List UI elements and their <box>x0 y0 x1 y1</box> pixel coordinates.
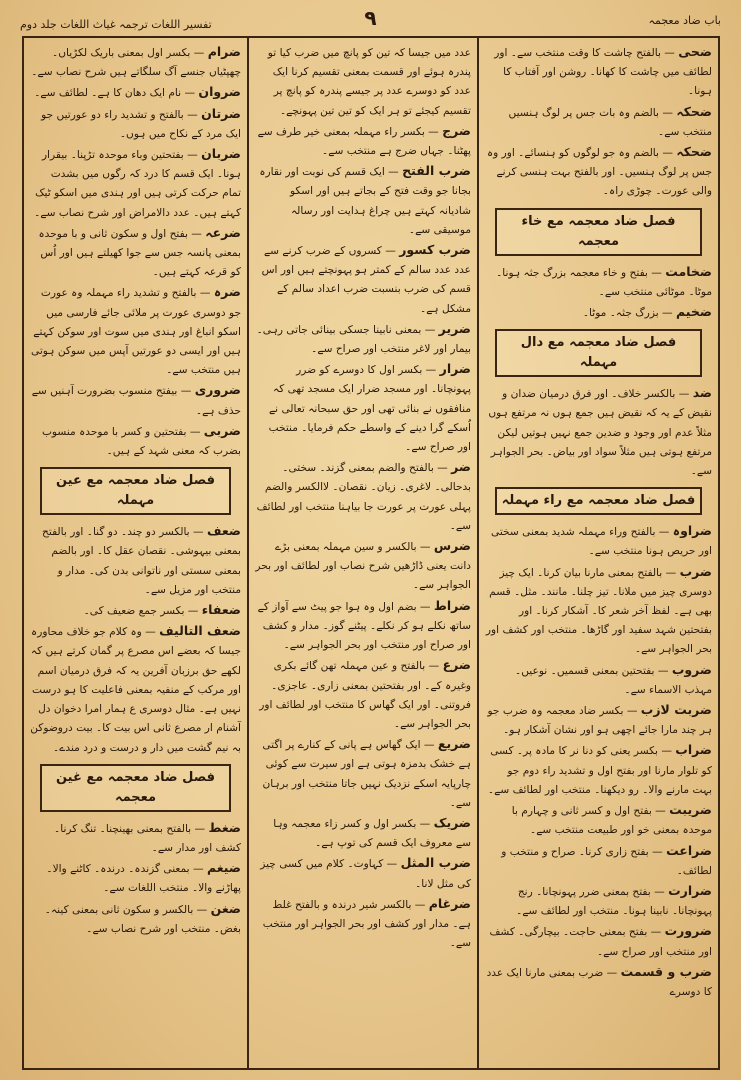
entry: ضغط — بالفتح بمعنی بھینچنا۔ تنگ کرنا۔ کشف اور مدار سے۔ <box>54 819 241 854</box>
entry: ضرہ — بالفتح و تشدید راء مہملہ وہ عورت جو دوسری عورت پر ملائی جائے فارسی میں اسکو انباغ اور ہندی میں سوت اور سوکن کہتے ہیں اور ایسی دو عورتیں آپس میں سوکن ہوتی ہیں منتخب سے۔ <box>31 284 241 377</box>
headword: ضر <box>451 459 471 475</box>
entry: ضرام — بکسر اول بمعنی باریک لکڑیاں۔ چھپٹیاں جنسے آگ سلگاتے ہیں شرح نصاب سے۔ <box>31 44 241 79</box>
headword: ضرارت <box>668 882 712 898</box>
entry: ضرب الفتح — ایک قسم کی نوبت اور نقارہ بجانا جو وقت فتح کے بجاتے ہیں اور اسکو شادیانہ کہتے ہیں چراغ ہدایت اور رسالہ موسیقی سے۔ <box>259 163 471 236</box>
entry: ضرب و قسمت — ضرب بمعنی مارنا ایک عدد کا دوسرے <box>486 963 712 998</box>
entry: ضربان — بفتحتین وباء موحدہ تڑپنا۔ بیقرار ہونا۔ ایک قسم کا درد کہ رگوں میں بشدت تمام حرکت کرتی ہیں اور ہندی میں اسکو ٹیک کہتے ہیں۔ عدد دالامراض اور شرح نصاب سے۔ <box>34 146 241 219</box>
definition: بکسر ضاد معجمہ وہ ضرب جو ہر چند مارا جائے اچھی ہو اور نشان آشکار ہو۔ <box>487 705 712 737</box>
headword: ضرام <box>207 44 241 59</box>
page-number: ۹ <box>364 6 377 30</box>
headword: ضریع <box>437 736 471 752</box>
headword: ضغن <box>210 900 241 916</box>
entry: ضرعہ — بفتح اول و سکون ثانی و با موحدہ بمعنی پانسہ جس سے جوا کھیلتے ہیں اور اُس کو قرعہ کہتے ہیں۔ <box>38 224 241 279</box>
entry: ضریر — بمعنی نابینا جسکی بینائی جاتی رہی۔ بیمار اور لاغر منتخب اور صراح سے۔ <box>256 320 471 356</box>
headword: ضحکہ <box>676 103 712 119</box>
headword: ضراب <box>675 742 712 758</box>
definition: ایک گھاس ہے پانی کے کنارے پر اگتی ہے خشک بدمزہ ہوتی ہے اور سیرت سے کوئی چارپایہ اسکے نزدیک نہیں جاتا منتخب اور برہان سے۔ <box>262 739 471 809</box>
entry: ضربت لازب — بکسر ضاد معجمہ وہ ضرب جو ہر چند مارا جائے اچھی ہو اور نشان آشکار ہو۔ <box>487 702 712 737</box>
definition: کسروں کے ضرب کرنے سے عدد عدد سالم کے کمتر ہو پہونچتے ہیں اور اس قسم کی ضرب بنسبت ضرب اعداد سالم کے مشکل ہے۔ <box>261 245 471 315</box>
headword: ضرب <box>679 563 712 579</box>
headword: ضحکہ <box>676 144 712 160</box>
headword: ضد <box>692 385 712 401</box>
entry: ضرج — بکسر راء مہملہ بمعنی خیر طرف سے پھٹنا۔ جہاں ضرج ہے منتخب سے۔ <box>257 122 471 158</box>
entry: ضعف — بالکسر دو چند۔ دو گنا۔ اور بالفتح بمعنی بیہوشی۔ نقصان عقل کا۔ اور بالضم بمعنی سستی اور ناتوانی بدن کی۔ مدار و منتخب اور مزیل سے۔ <box>42 523 241 596</box>
section-heading: فصل ضاد معجمہ مع دال مہملہ <box>495 329 702 377</box>
definition: بفتحتین و کسر با موحدہ منسوب بضرب کہ معنی شہد کے ہیں۔ <box>41 425 241 458</box>
entry: ضرع — بالفتح و عین مہملہ تھن گائے بکری وغیرہ کے۔ اور بفتحتین بمعنی زاری۔ عاجزی۔ فروتنی۔ اور ایک گھاس کا منتخب اور لطائف اور بحر الجواہر سے۔ <box>259 657 471 730</box>
definition: بمعنی نابینا جسکی بینائی جاتی رہی۔ بیمار اور لاغر منتخب اور صراح سے۔ <box>256 323 471 356</box>
headword: ضروب <box>671 661 712 677</box>
headword: ضریبت <box>669 802 712 818</box>
entry: ضراعت — بفتح زاری کرنا۔ صراح و منتخب و لطائف۔ <box>501 842 712 877</box>
definition: بالکسر شیر درندہ و بالفتح غلط ہے۔ مدار اور کشف اور بحر الجواہر اور منتخب سے۔ <box>262 898 471 950</box>
headword: ضرب کسور <box>399 242 471 258</box>
definition: بکسر جمع ضعیف کی۔ <box>83 605 185 618</box>
definition: وہ کلام جو خلاف محاورہ جیسا کہ بعضے اس مصرع پر گمان کرتے ہیں کہ لکھے حق برزبان آفرین یہ کہ فرق درمیان اسم اور مرکب کے منفیہ بمعنی فاعلیت کا ہو درست نہیں ہے۔ مثال دوسری ع ہمار امرا دخوان دل آشنام ار مصرع ثانی اس بیت کا۔ بیت دروضوکن بہ نیم گشت میں دار و درست و درد مندے۔ <box>30 626 241 754</box>
definition: بالضم وہ جو لوگوں کو ہنسائے۔ اور وہ جس پر لوگ ہنسیں۔ اور بالفتح بہت ہنسی کرنے والی عورت۔ چوڑی راہ۔ <box>486 147 712 198</box>
entry: ضرس — بالکسر و سین مہملہ بمعنی بڑے دانت یعنی ڈاڑھیں شرح نصاب اور لطائف اور بحر الجواہر سے۔ <box>255 538 471 592</box>
definition: بالکسر و سکون ثانی بمعنی کینہ۔ بغض۔ منتخب اور شرح نصاب سے۔ <box>44 903 241 935</box>
headword: ضروری <box>194 382 241 398</box>
definition: بفتح اول و سکون ثانی و با موحدہ بمعنی پانسہ جس سے جوا کھیلتے ہیں اور اُس کو قرعہ کہتے ہیں۔ <box>38 227 241 279</box>
definition: بمعنی گزندہ۔ درندہ۔ کاٹنے والا۔ پھاڑنے والا۔ منتخب اللغات سے۔ <box>46 863 241 895</box>
definition: بکسر اول و کسر زاء معجمہ وہا سے معروف ایک قسم کی توپ ہے۔ <box>273 817 471 850</box>
definition: بزرگ جثہ۔ موٹا۔ <box>582 307 659 320</box>
entry: ضربی — بفتحتین و کسر با موحدہ منسوب بضرب کہ معنی شہد کے ہیں۔ <box>41 422 241 458</box>
entry: ضحکہ — بالضم وہ بات جس پر لوگ ہنسیں منتخب سے۔ <box>508 103 712 138</box>
entry: ضرار — بکسر اول کا دوسرے کو ضرر پہونچانا۔ اور مسجد ضرار ایک مسجد تھی کہ منافقوں نے بنائی تھی اور حق سبحانہ تعالی نے اُسکے گرا دینے کے واسطے حکم فرمایا۔ منتخب اور صراح سے۔ <box>268 361 471 454</box>
headword: ضربان <box>201 146 241 162</box>
headword: ضربی <box>203 422 241 438</box>
definition: بکسر اول کا دوسرے کو ضرر پہونچانا۔ اور مسجد ضرار ایک مسجد تھی کہ منافقوں نے بنائی تھی اور حق سبحانہ تعالی نے اُسکے گرا دینے کے واسطے حکم فرمایا۔ منتخب اور صراح سے۔ <box>268 364 471 454</box>
definition: بالکسر دو چند۔ دو گنا۔ اور بالفتح بمعنی بیہوشی۔ نقصان عقل کا۔ اور بالضم بمعنی سستی اور ناتوانی بدن کی۔ مدار و منتخب اور مزیل سے۔ <box>42 526 241 596</box>
headword: ضرج <box>442 122 471 138</box>
entry: ضرب المثل — کہاوت۔ کلام میں کسی چیز کی مثل لانا۔ <box>260 855 471 890</box>
entry: ضد — بالکسر خلاف۔ اور فرق درمیان ضدان و نقیض کے یہ کہ نقیض ہیں جمع ہوں نہ مرتفع ہوں مثلاً عدم اور وجود و ضدین جمع نہیں ہوتیں لیکن مرتفع ہوتی ہیں مثلاً سواد اور بیاض۔ بحر الجواہر سے۔ <box>488 385 712 478</box>
definition: بالکسر خلاف۔ اور فرق درمیان ضدان و نقیض کے یہ کہ نقیض ہیں جمع ہوں نہ مرتفع ہوں مثلاً عدم اور وجود و ضدین جمع نہیں ہوتیں لیکن مرتفع ہوتی ہیں مثلاً سواد اور بیاض۔ بحر الجواہر سے۔ <box>488 388 712 478</box>
definition: بالفتح چاشت کا وقت منتخب سے۔ اور لطائف میں چاشت کا کھانا۔ روشن اور آفتاب کا ہونا۔ <box>494 47 712 98</box>
definition: ضرب بمعنی مارنا ایک عدد کا دوسرے <box>486 966 712 998</box>
entry: ضریبت — بفتح اول و کسر ثانی و چہارم با موحدہ بمعنی خو اور طبیعت منتخب سے۔ <box>511 802 712 837</box>
entry: ضرتان — بالفتح و تشدید راء دو عورتیں جو ایک مرد کے نکاح میں ہوں۔ <box>41 105 241 140</box>
headword: ضرغام <box>428 895 471 911</box>
definition: بالفتح و تشدید راء دو عورتیں جو ایک مرد کے نکاح میں ہوں۔ <box>41 108 241 140</box>
entry <box>255 42 471 121</box>
definition: بالفتح بمعنی بھینچنا۔ تنگ کرنا۔ کشف اور مدار سے۔ <box>54 822 241 854</box>
entry: ضرب کسور — کسروں کے ضرب کرنے سے عدد عدد سالم کے کمتر ہو پہونچتے ہیں اور اس قسم کی ضرب بنسبت ضرب اعداد سالم کے مشکل ہے۔ <box>261 242 471 315</box>
text-frame <box>22 36 720 1070</box>
entry: ضحکہ — بالضم وہ جو لوگوں کو ہنسائے۔ اور وہ جس پر لوگ ہنسیں۔ اور بالفتح بہت ہنسی کرنے والی عورت۔ چوڑی راہ۔ <box>486 144 712 198</box>
definition: بفتح و خاء معجمہ بزرگ جثہ ہونا۔ موٹا۔ موٹائی منتخب سے۔ <box>496 266 712 298</box>
headword: ضرس <box>433 538 471 554</box>
headword: ضغط <box>208 819 241 835</box>
definition: ایک قسم کی نوبت اور نقارہ بجانا جو وقت فتح کے بجاتے ہیں اور اسکو شادیانہ کہتے ہیں چراغ ہدایت اور رسالہ موسیقی سے۔ <box>259 166 471 236</box>
headword: ضرب و قسمت <box>620 963 712 979</box>
headword: ضروان <box>198 84 241 100</box>
definition: بفتحتین وباء موحدہ تڑپنا۔ بیقرار ہونا۔ ایک قسم کا درد کہ رگوں میں بشدت تمام حرکت کرتی ہیں اور ہندی میں اسکو ٹیک کہتے ہیں۔ عدد دالامراض اور شرح نصاب سے۔ <box>34 149 241 219</box>
definition: بفتح بمعنی ضرر پہونچانا۔ رنج پہونچانا۔ نابینا ہونا۔ منتخب اور لطائف سے۔ <box>516 885 712 918</box>
entry: ضیغم — بمعنی گزندہ۔ درندہ۔ کاٹنے والا۔ پھاڑنے والا۔ منتخب اللغات سے۔ <box>46 860 241 895</box>
page-header <box>10 6 731 34</box>
entry: ضروب — بفتحتین بمعنی قسمیں۔ نوعیں۔ مہذب الاسماء سے۔ <box>515 661 712 696</box>
entry: ضر — بالفتح والضم بمعنی گزند۔ سختی۔ بدحالی۔ لاغری۔ زیان۔ نقصان۔ لاالکسر والضم پہلی عورت پر عورت جا بیاہنا منتخب اور لطائف سے۔ <box>256 459 471 532</box>
entry: ضخیم — بزرگ جثہ۔ موٹا۔ <box>582 304 712 320</box>
definition: بالکسر و سین مہملہ بمعنی بڑے دانت یعنی ڈاڑھیں شرح نصاب اور لطائف اور بحر الجواہر سے۔ <box>255 541 471 592</box>
entry: ضراب — بکسر یعنی کو دنا نر کا مادہ پر۔ کسی کو تلوار مارنا اور بفتح اول و تشدید راء دوم جو بہت مارنے والا۔ رو دیکھنا۔ منتخب اور لطائف سے۔ <box>487 742 712 796</box>
definition: بالضم وہ بات جس پر لوگ ہنسیں منتخب سے۔ <box>508 106 712 138</box>
running-head-right: باب ضاد معجمہ <box>648 14 721 27</box>
headword: ضعفاء <box>201 602 241 618</box>
headword: ضرہ <box>213 284 241 300</box>
headword: ضراعت <box>666 842 712 858</box>
running-head-left: تفسیر اللغات ترجمہ غیاث اللغات جلد دوم <box>20 18 212 31</box>
headword: ضحی <box>678 44 712 59</box>
definition: بفتح اول و کسر ثانی و چہارم با موحدہ بمعنی خو اور طبیعت منتخب سے۔ <box>511 805 712 837</box>
section-heading: فصل ضاد معجمہ مع غین معجمہ <box>40 764 231 812</box>
entry: ضراط — بضم اول وہ ہوا جو پیٹ سے آواز کے ساتھ نکلے ہو کر نکلے۔ پیٹنے گوز۔ مدار و کشف اور صراح اور منتخب اور بحر الجواہر سے۔ <box>257 597 471 652</box>
headword: ضرورت <box>664 923 712 939</box>
headword: ضرتان <box>201 105 241 121</box>
entry: ضغن — بالکسر و سکون ثانی بمعنی کینہ۔ بغض۔ منتخب اور شرح نصاب سے۔ <box>44 900 241 935</box>
headword: ضریر <box>438 320 471 336</box>
column-right <box>479 38 718 1068</box>
definition: نام ایک دھان کا ہے۔ لطائف سے۔ <box>34 87 182 100</box>
definition: بفتحتین بمعنی قسمیں۔ نوعیں۔ مہذب الاسماء سے۔ <box>515 664 712 696</box>
entry: ضروری — بیفتح منسوب بضرورت آہنیں سے حذف ہے۔ <box>31 382 241 417</box>
entry: ضراوہ — بالفتح وراء مہملہ شدید بمعنی سختی اور حریص ہونا منتخب سے۔ <box>491 523 712 558</box>
headword: ضیغم <box>206 860 241 876</box>
entry: ضروان — نام ایک دھان کا ہے۔ لطائف سے۔ <box>34 84 241 100</box>
headword: ضریک <box>433 814 471 830</box>
definition: بالفتح بمعنی مارنا بیان کرنا۔ ایک چیز دوسری چیز میں ملانا۔ تیز چلنا۔ مانند۔ مثل۔ قسم بھی ہے۔ لفظ آخر شعر کا۔ آشکار کرنا۔ اور بفتحتین شہد سفید اور گاڑھا۔ منتخب اور کشف اور بحر الجواہر سے۔ <box>485 566 712 656</box>
entry: ضریک — بکسر اول و کسر زاء معجمہ وہا سے معروف ایک قسم کی توپ ہے۔ <box>273 814 471 850</box>
entry: ضعفاء — بکسر جمع ضعیف کی۔ <box>83 602 241 618</box>
definition: بکسر یعنی کو دنا نر کا مادہ پر۔ کسی کو تلوار مارنا اور بفتح اول و تشدید راء دوم جو بہت مارنے والا۔ رو دیکھنا۔ منتخب اور لطائف سے۔ <box>487 745 712 796</box>
headword: ضراط <box>433 597 471 613</box>
entry: ضرغام — بالکسر شیر درندہ و بالفتح غلط ہے۔ مدار اور کشف اور بحر الجواہر اور منتخب سے۔ <box>262 895 471 950</box>
entry: ضحی — بالفتح چاشت کا وقت منتخب سے۔ اور لطائف میں چاشت کا کھانا۔ روشن اور آفتاب کا ہونا۔ <box>494 44 712 98</box>
definition: بکسر اول بمعنی باریک لکڑیاں۔ چھپٹیاں جنسے آگ سلگاتے ہیں شرح نصاب سے۔ <box>31 47 241 79</box>
definition: بفتح زاری کرنا۔ صراح و منتخب و لطائف۔ <box>501 845 712 877</box>
headword: ضعف التالیف <box>159 623 241 639</box>
headword: ضربت لازب <box>640 702 712 718</box>
headword: ضرعہ <box>205 224 241 240</box>
entry: ضریع — ایک گھاس ہے پانی کے کنارے پر اگتی ہے خشک بدمزہ ہوتی ہے اور سیرت سے کوئی چارپایہ اسکے نزدیک نہیں جاتا منتخب اور برہان سے۔ <box>262 736 471 809</box>
entry: ضرب — بالفتح بمعنی مارنا بیان کرنا۔ ایک چیز دوسری چیز میں ملانا۔ تیز چلنا۔ مانند۔ مثل۔ قسم بھی ہے۔ لفظ آخر شعر کا۔ آشکار کرنا۔ اور بفتحتین شہد سفید اور گاڑھا۔ منتخب اور کشف اور بحر الجواہر سے۔ <box>485 563 712 656</box>
section-heading: فصل ضاد معجمہ مع خاء معجمہ <box>495 208 702 256</box>
definition: عدد میں جیسا کہ تین کو پانچ میں ضرب کیا تو پندرہ ہوئے اور قسمت بمعنی تقسیم کرنا ایک عدد کو دوسرے عدد پر جیسے پندرہ کو پانچ پر تقسیم کیجئے تو ہر ایک کو تین تین پہونچے۔ <box>267 47 471 117</box>
definition: بالفتح وراء مہملہ شدید بمعنی سختی اور حریص ہونا منتخب سے۔ <box>491 526 712 558</box>
headword: ضخیم <box>676 304 712 320</box>
headword: ضرب الفتح <box>402 163 471 179</box>
entry: ضعف التالیف — وہ کلام جو خلاف محاورہ جیسا کہ بعضے اس مصرع پر گمان کرتے ہیں کہ لکھے حق برزبان آفرین یہ کہ فرق درمیان اسم اور مرکب کے منفیہ بمعنی فاعلیت کا ہو درست نہیں ہے۔ مثال دوسری ع ہمار امرا دخوان دل آشنام ار مصرع ثانی اس بیت کا۔ بیت دروضوکن بہ نیم گشت میں دار و درست و درد مندے۔ <box>30 623 241 754</box>
entry: ضخامت — بفتح و خاء معجمہ بزرگ جثہ ہونا۔ موٹا۔ موٹائی منتخب سے۔ <box>496 263 712 298</box>
definition: بالفتح و عین مہملہ تھن گائے بکری وغیرہ کے۔ اور بفتحتین بمعنی زاری۔ عاجزی۔ فروتنی۔ اور ایک گھاس کا منتخب اور لطائف اور بحر الجواہر سے۔ <box>259 660 471 730</box>
definition: بفتح بمعنی حاجت۔ بیچارگی۔ کشف اور منتخب اور صراح سے۔ <box>489 926 712 958</box>
headword: ضرع <box>442 657 471 673</box>
headword: ضرب المثل <box>400 855 471 871</box>
definition: بیفتح منسوب بضرورت آہنیں سے حذف ہے۔ <box>31 385 241 417</box>
entry: ضرورت — بفتح بمعنی حاجت۔ بیچارگی۔ کشف اور منتخب اور صراح سے۔ <box>489 923 712 958</box>
definition: بضم اول وہ ہوا جو پیٹ سے آواز کے ساتھ نکلے ہو کر نکلے۔ پیٹنے گوز۔ مدار و کشف اور صراح اور منتخب اور بحر الجواہر سے۔ <box>257 600 471 652</box>
column-middle <box>249 38 479 1068</box>
definition: بکسر راء مہملہ بمعنی خیر طرف سے پھٹنا۔ جہاں ضرج ہے منتخب سے۔ <box>257 125 471 158</box>
definition: بالفتح و تشدید راء مہملہ وہ عورت جو دوسری عورت پر ملائی جائے فارسی میں اسکو انباغ اور ہندی میں سوت اور سوکن کہتے ہیں اور ایسی دو عورتیں آپس میں سوکن ہوتی ہیں منتخب سے۔ <box>31 287 241 377</box>
headword: ضعف <box>206 523 241 539</box>
definition: بالفتح والضم بمعنی گزند۔ سختی۔ بدحالی۔ لاغری۔ زیان۔ نقصان۔ لاالکسر والضم پہلی عورت پر عورت جا بیاہنا منتخب اور لطائف سے۔ <box>256 462 471 532</box>
headword: ضرار <box>439 361 471 377</box>
section-heading: فصل ضاد معجمہ مع راء مہملہ <box>495 487 702 515</box>
headword: ضخامت <box>665 263 712 279</box>
entry: ضرارت — بفتح بمعنی ضرر پہونچانا۔ رنج پہونچانا۔ نابینا ہونا۔ منتخب اور لطائف سے۔ <box>516 882 712 918</box>
definition: کہاوت۔ کلام میں کسی چیز کی مثل لانا۔ <box>260 858 471 890</box>
column-left <box>24 38 249 1068</box>
section-heading: فصل ضاد معجمہ مع عین مہملہ <box>40 467 231 515</box>
headword: ضراوہ <box>672 523 712 539</box>
